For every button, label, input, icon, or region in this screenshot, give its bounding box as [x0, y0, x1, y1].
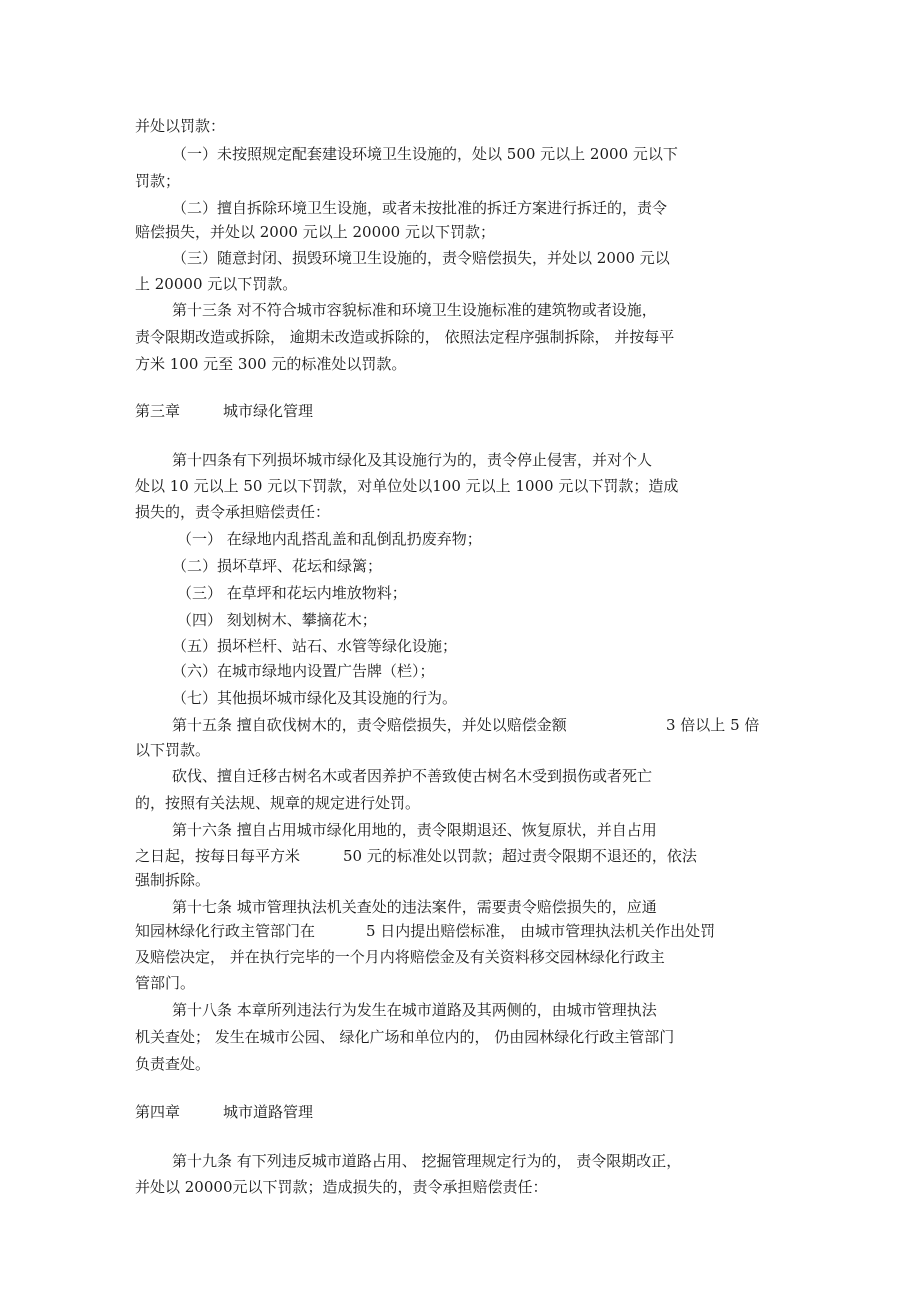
- text-line: 赔偿损失，并处以 2000 元以上 20000 元以下罚款；: [135, 223, 495, 241]
- text-line: 3 倍以上 5 倍: [666, 716, 760, 734]
- chapter-title: 城市绿化管理: [223, 402, 314, 420]
- text-line: （二）擅自拆除环境卫生设施，或者未按批准的拆迁方案进行拆迁的，责令: [172, 199, 668, 217]
- text-line: 机关查处； 发生在城市公园、 绿化广场和单位内的， 仍由园林绿化行政主管部门: [135, 1028, 675, 1046]
- text-line: 负责查处。: [135, 1055, 211, 1073]
- text-line: 砍伐、擅自迁移古树名木或者因养护不善致使古树名木受到损伤或者死亡: [172, 767, 653, 785]
- list-item: （二）损坏草坪、花坛和绿篱；: [172, 557, 383, 575]
- text-line: 上 20000 元以下罚款。: [135, 275, 298, 293]
- text-line: 管部门。: [135, 974, 196, 992]
- text-line: 第十九条 有下列违反城市道路占用、 挖掘管理规定行为的， 责令限期改正，: [172, 1152, 682, 1170]
- text-line: 第十六条 擅自占用城市绿化用地的，责令限期退还、恢复原状，并自占用: [172, 821, 657, 839]
- list-item: （三） 在草坪和花坛内堆放物料；: [177, 584, 407, 602]
- text-line: 并处以 20000元以下罚款；造成损失的，责令承担赔偿责任：: [135, 1178, 548, 1196]
- text-line: 处以 10 元以上 50 元以下罚款，对单位处以100 元以上 1000 元以下罚款；造成: [135, 477, 679, 495]
- text-line: 的，按照有关法规、规章的规定进行处罚。: [135, 794, 421, 812]
- text-line: 责令限期改造或拆除， 逾期未改造或拆除的， 依照法定程序强制拆除， 并按每平: [135, 328, 675, 346]
- text-line: 第十七条 城市管理执法机关查处的违法案件，需要责令赔偿损失的，应通: [172, 898, 657, 916]
- text-line: 第十八条 本章所列违法行为发生在城市道路及其两侧的，由城市管理执法: [172, 1001, 657, 1019]
- text-line: 之日起，按每日每平方米: [135, 847, 301, 865]
- chapter-number: 第三章: [135, 402, 181, 420]
- chapter-number: 第四章: [135, 1103, 181, 1121]
- list-item: （七）其他损坏城市绿化及其设施的行为。: [172, 689, 458, 707]
- text-line: 第十四条有下列损坏城市绿化及其设施行为的，责令停止侵害，并对个人: [172, 451, 653, 469]
- text-line: 损失的，责令承担赔偿责任：: [135, 503, 331, 521]
- text-line: 方米 100 元至 300 元的标准处以罚款。: [135, 355, 407, 373]
- list-item: （四） 刻划树木、攀摘花木；: [177, 611, 377, 629]
- list-item: （一） 在绿地内乱搭乱盖和乱倒乱扔废弃物；: [177, 530, 482, 548]
- text-line: 并处以罚款：: [135, 117, 226, 135]
- text-line: 强制拆除。: [135, 871, 211, 889]
- list-item: （五）损坏栏杆、站石、水管等绿化设施；: [172, 637, 458, 655]
- text-line: 罚款；: [135, 172, 181, 190]
- text-line: （一）未按照规定配套建设环境卫生设施的，处以 500 元以上 2000 元以下: [172, 145, 678, 163]
- text-line: 第十三条 对不符合城市容貌标准和环境卫生设施标准的建筑物或者设施，: [172, 301, 657, 319]
- text-line: 50 元的标准处以罚款；超过责令限期不退还的，依法: [343, 847, 697, 865]
- text-line: 以下罚款。: [135, 741, 211, 759]
- text-line: 及赔偿决定， 并在执行完毕的一个月内将赔偿金及有关资料移交园林绿化行政主: [135, 948, 665, 966]
- list-item: （六）在城市绿地内设置广告牌（栏）；: [172, 662, 435, 680]
- text-line: 5 日内提出赔偿标准， 由城市管理执法机关作出处罚: [366, 922, 716, 940]
- text-line: （三）随意封闭、损毁环境卫生设施的，责令赔偿损失，并处以 2000 元以: [172, 249, 670, 267]
- text-line: 第十五条 擅自砍伐树木的，责令赔偿损失，并处以赔偿金额: [172, 716, 567, 734]
- chapter-title: 城市道路管理: [223, 1103, 314, 1121]
- text-line: 知园林绿化行政主管部门在: [135, 922, 316, 940]
